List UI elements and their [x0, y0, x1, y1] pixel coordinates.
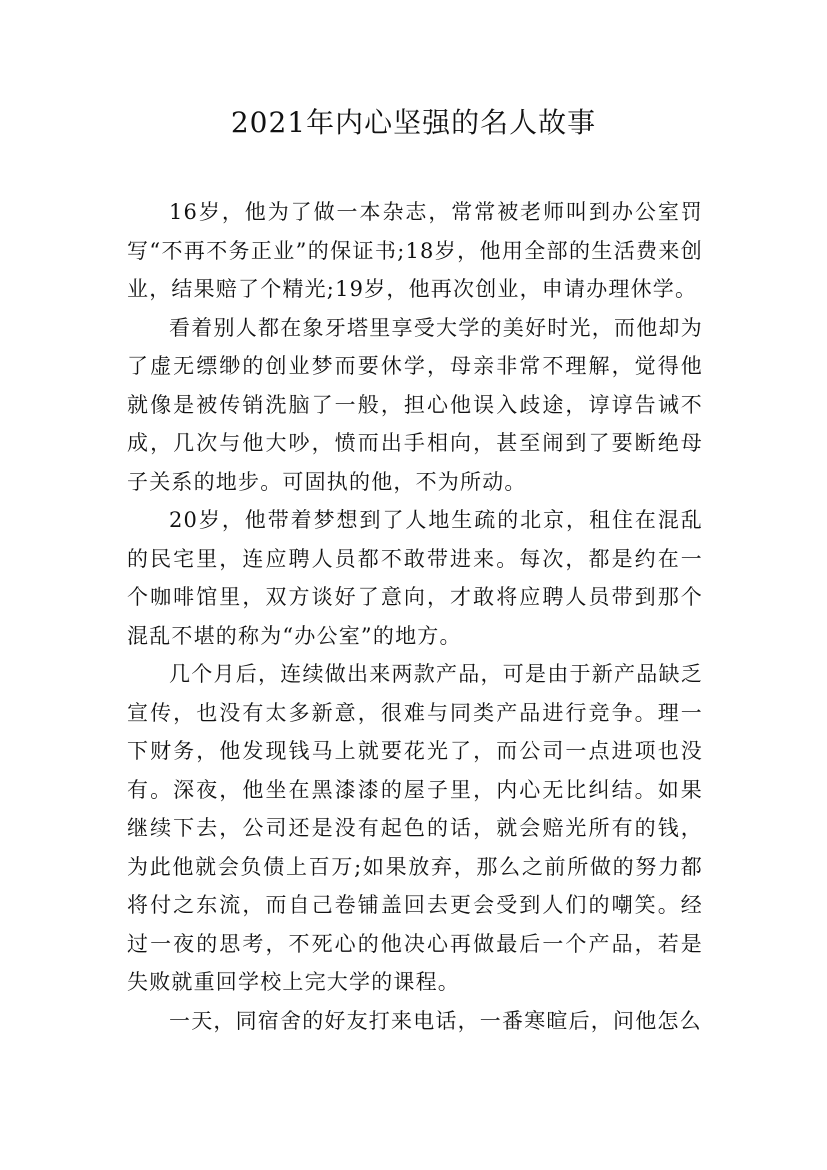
paragraph: 20岁，他带着梦想到了人地生疏的北京，租住在混乱的民宅里，连应聘人员都不敢带进来。每次，都是约在一个咖啡馆里，双方谈好了意向，才敢将应聘人员带到那个混乱不堪的称为“办公室”的地方。	[127, 508, 703, 648]
paragraph: 几个月后，连续做出来两款产品，可是由于新产品缺乏宣传，也没有太多新意，很难与同类产品进行竞争。理一下财务，他发现钱马上就要花光了，而公司一点进项也没有。深夜，他坐在黑漆漆的屋子里，内心无比纠结。如果继续下去，公司还是没有起色的话，就会赔光所有的钱，为此他就会负债上百万;如果放弃，那么之前所做的努力都将付之东流，而自己卷铺盖回去更会受到人们的嘲笑。经过一夜的思考，不死心的他决心再做最后一个产品，若是失败就重回学校上完大学的课程。	[127, 662, 703, 994]
paragraph: 16岁，他为了做一本杂志，常常被老师叫到办公室罚写“不再不务正业”的保证书;18岁，他用全部的生活费来创业，结果赔了个精光;19岁，他再次创业，申请办理休学。	[127, 200, 703, 301]
document-body	[127, 193, 703, 1040]
paragraph: 看着别人都在象牙塔里享受大学的美好时光，而他却为了虚无缥缈的创业梦而要休学，母亲非常不理解，觉得他就像是被传销洗脑了一般，担心他误入歧途，谆谆告诫不成，几次与他大吵，愤而出手相向，甚至闹到了要断绝母子关系的地步。可固执的他，不为所动。	[127, 315, 703, 494]
document-title: 2021年内心坚强的名人故事	[230, 106, 597, 139]
paragraph: 一天，同宿舍的好友打来电话，一番寒暄后，问他怎么	[169, 1008, 702, 1033]
